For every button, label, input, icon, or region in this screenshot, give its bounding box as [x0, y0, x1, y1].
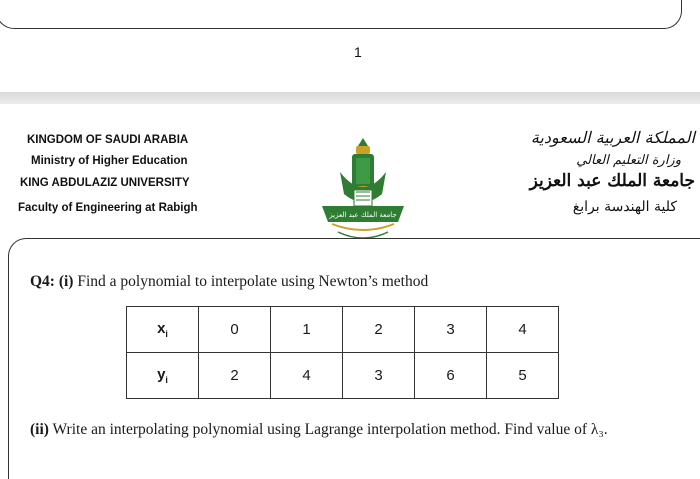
arabic-university-line: جامعة الملك عبد العزيز — [529, 171, 695, 191]
data-table — [126, 306, 559, 399]
question-label: Q4: — [30, 273, 55, 290]
x-header-cell: $x_i$ — [127, 307, 199, 353]
page-number: 1 — [354, 44, 362, 60]
y-value-cell: 6 — [415, 353, 487, 399]
x-value-cell: 4 — [487, 307, 559, 353]
part-ii-label: (ii) — [30, 421, 49, 438]
y-value-cell: 2 — [199, 353, 271, 399]
university-line: KING ABDULAZIZ UNIVERSITY — [20, 177, 190, 189]
y-header-cell: $y_i$ — [127, 353, 199, 399]
x-value-cell: 1 — [271, 307, 343, 353]
arabic-ministry-line: وزارة التعليم العالي — [576, 153, 681, 168]
page-separator — [0, 92, 700, 104]
logo-ribbon-text: جامعة الملك عبد العزيز — [329, 211, 397, 219]
question-4-part-i — [30, 273, 428, 291]
part-ii-text: Write an interpolating polynomial using Lagrange interpolation method. Find value of λ₃. — [52, 421, 608, 438]
y-value-cell: 4 — [271, 353, 343, 399]
kingdom-line: KINGDOM OF SAUDI ARABIA — [27, 134, 189, 146]
university-logo — [318, 132, 408, 250]
previous-page-frame — [0, 0, 682, 29]
x-value-cell: 2 — [343, 307, 415, 353]
x-value-cell: 3 — [415, 307, 487, 353]
table-row-y — [127, 353, 559, 399]
faculty-line: Faculty of Engineering at Rabigh — [18, 202, 198, 214]
arabic-faculty-line: كلية الهندسة برابغ — [572, 199, 677, 215]
part-i-text: Find a polynomial to interpolate using Newton’s method — [77, 273, 429, 290]
table-row-x — [127, 307, 559, 353]
y-value-cell: 5 — [487, 353, 559, 399]
x-value-cell: 0 — [199, 307, 271, 353]
ministry-line: Ministry of Higher Education — [31, 155, 188, 167]
part-i-label: (i) — [58, 273, 74, 290]
logo-tower-top — [358, 138, 368, 146]
y-value-cell: 3 — [343, 353, 415, 399]
arabic-kingdom-line: المملكة العربية السعودية — [530, 128, 695, 147]
question-4-part-ii — [30, 421, 608, 439]
